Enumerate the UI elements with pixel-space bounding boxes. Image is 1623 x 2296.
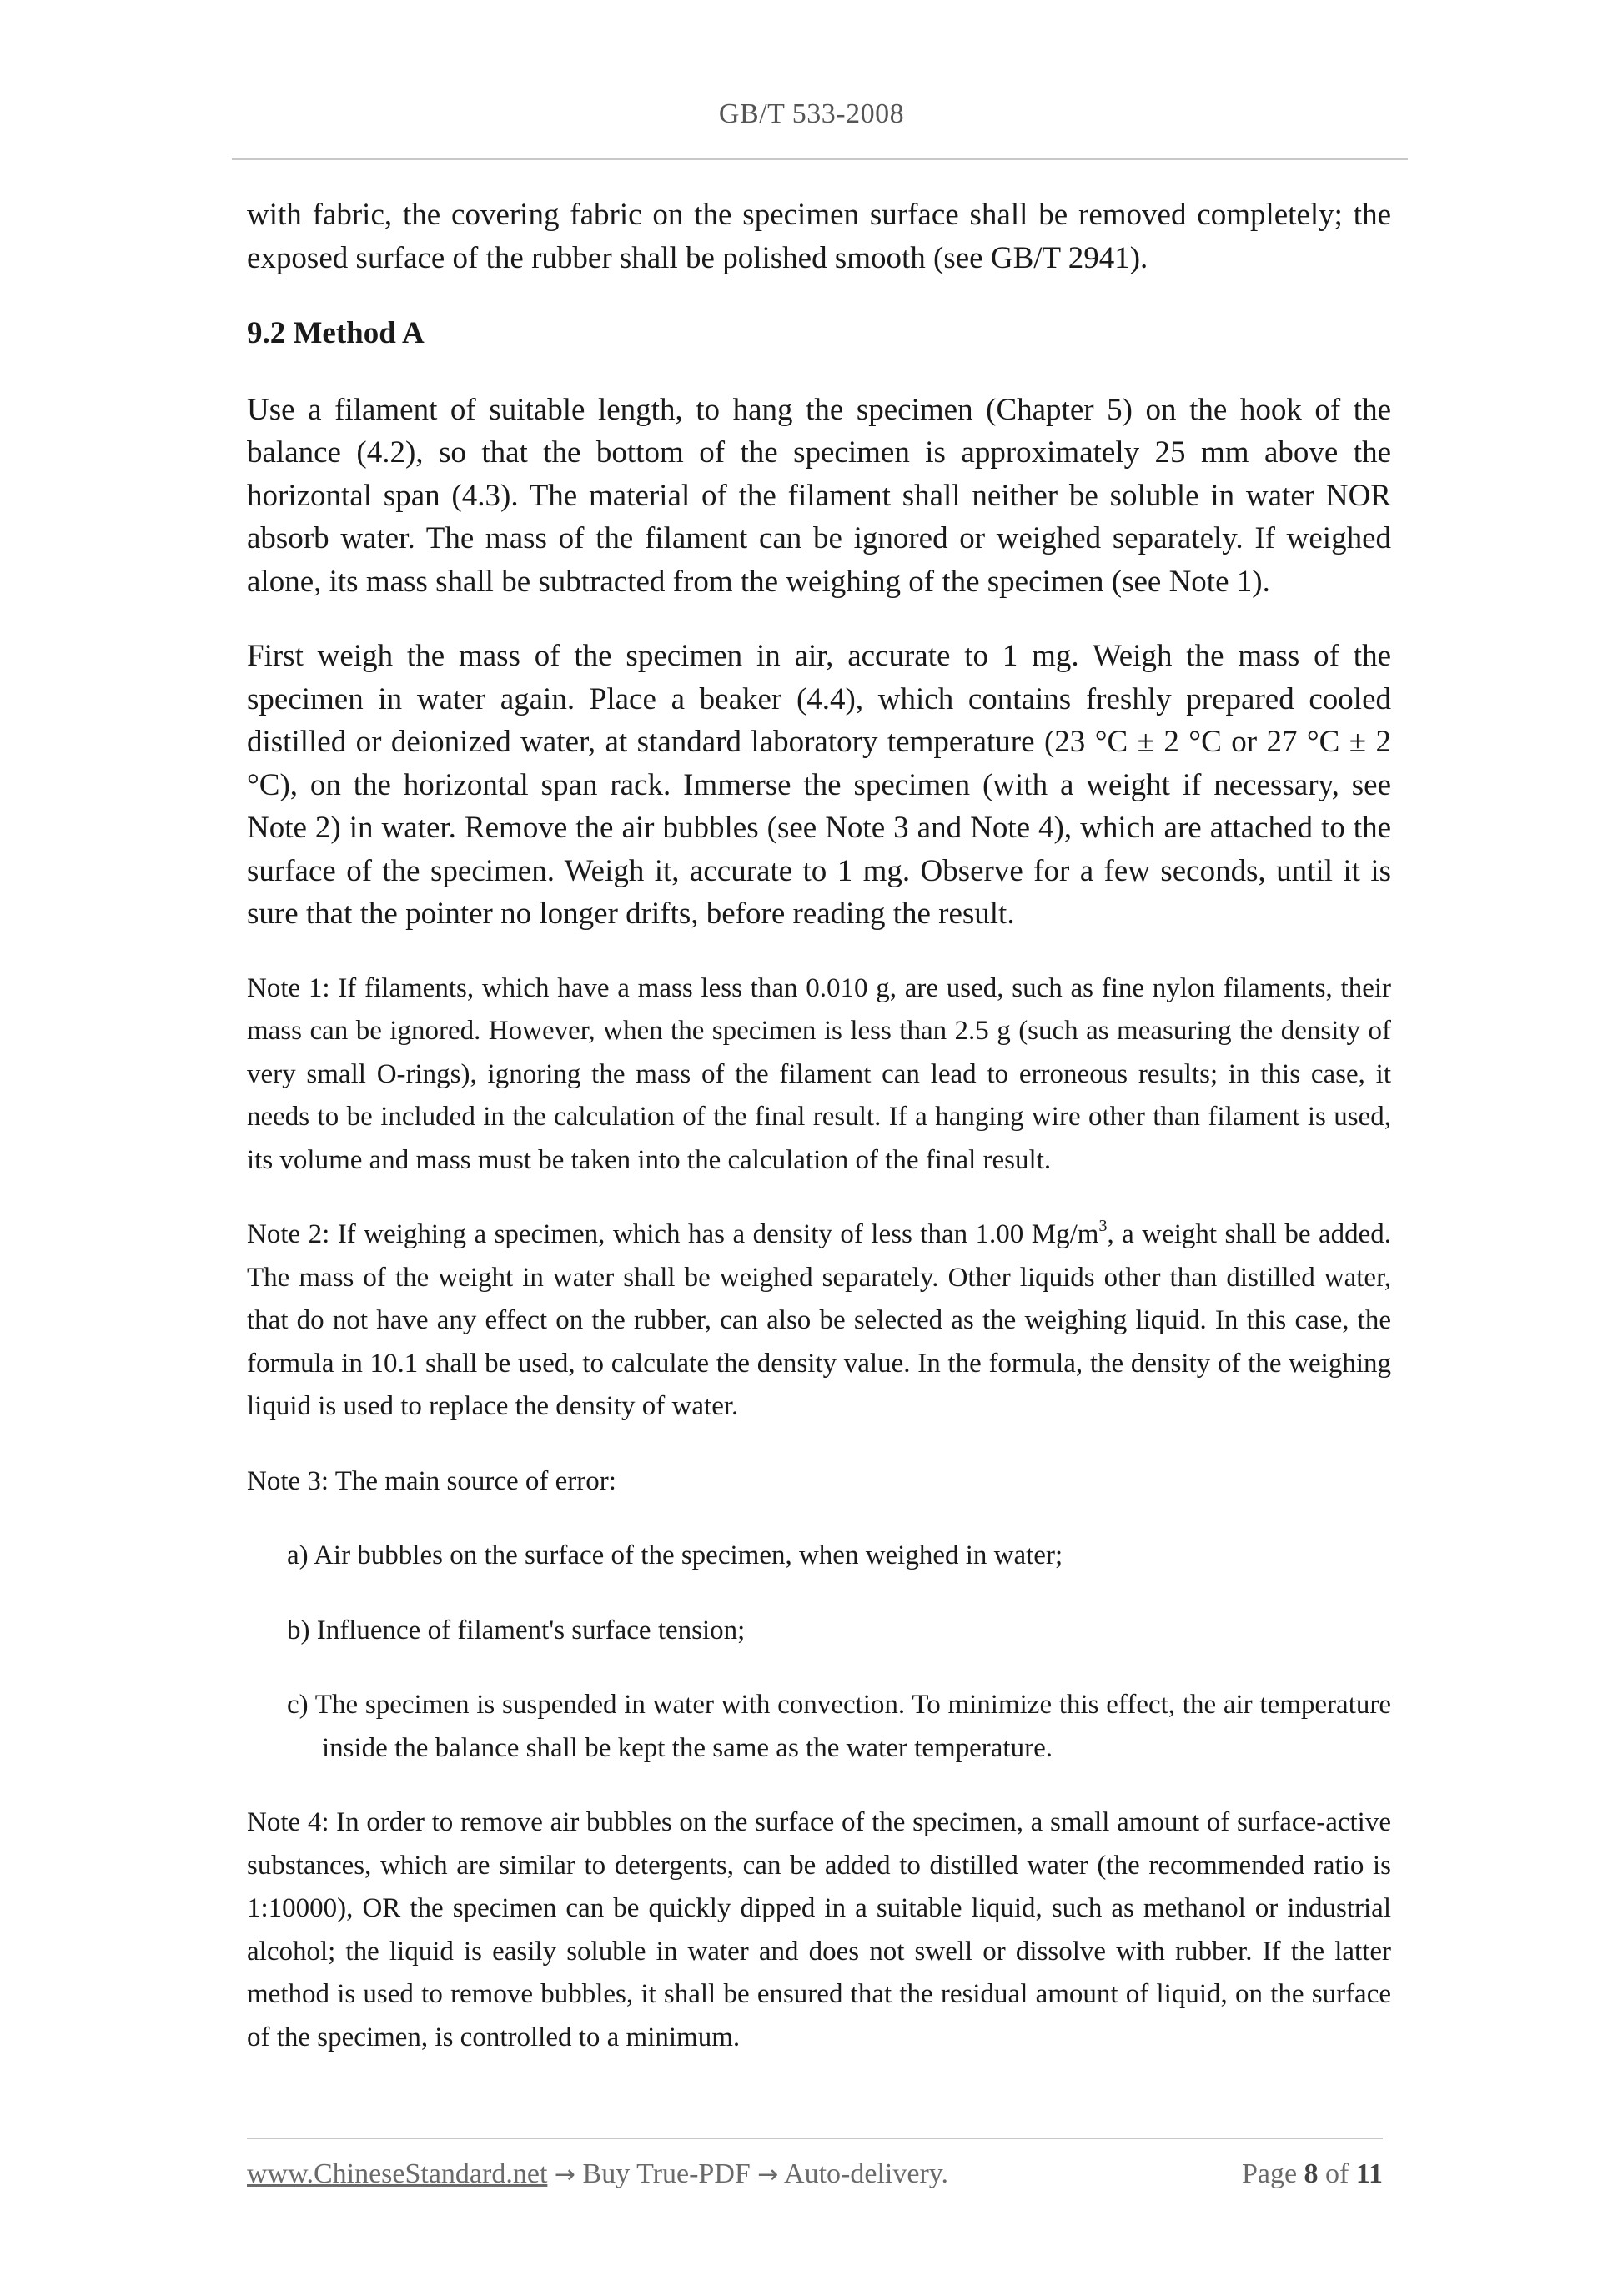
website-link[interactable]: www.ChineseStandard.net [247, 2158, 548, 2189]
buy-true-pdf-text: Buy True-PDF [582, 2158, 751, 2189]
method-paragraph-2: First weigh the mass of the specimen in air, accurate to 1 mg. Weigh the mass of the specimen in water again. Place a beaker (4.4), which contains freshly prepared cooled distilled or deionized water, at standard laboratory temperature (23 °C ± 2 °C or 27 °C ± 2 °C), on the horizontal span rack. Immerse the specimen (with a weight if necessary, see Note 2) in water. Remove the air bubbles (see Note 3 and Note 4), which are attached to the surface of the specimen. Weigh it, accurate to 1 mg. Observe for a few seconds, until it is sure that the pointer no longer drifts, before reading the result. [247, 639, 1391, 931]
page-number [1242, 2158, 1383, 2190]
note-3: Note 3: The main source of error: [247, 1465, 616, 1496]
page-header: GB/T 533-2008 [718, 98, 905, 129]
page-body [247, 193, 1391, 2059]
footer-divider [247, 2138, 1383, 2139]
footer-left [247, 2158, 948, 2190]
note-3-item-b-text: b) Influence of filament's surface tension; [287, 1615, 746, 1645]
arrow-right-icon: → [757, 2160, 779, 2189]
page-total: 11 [1355, 2158, 1383, 2189]
note-1: Note 1: If filaments, which have a mass less than 0.010 g, are used, such as fine nylon filaments, their mass can be ignored. However, when the specimen is less than 2.5 g (such as measuring the density of very small O-rings), ignoring the mass of the filament can lead to erroneous results; in this case, it needs to be included in the calculation of the final result. If a hanging wire other than filament is used, its volume and mass must be taken into the calculation of the final result. [247, 972, 1391, 1175]
note-2-superscript: 3 [1098, 1217, 1108, 1235]
note-3-item-b [247, 1610, 1391, 1653]
note-3-item-a-text: a) Air bubbles on the surface of the specimen, when weighed in water; [287, 1540, 1063, 1570]
page-footer [247, 2158, 1383, 2190]
note-4: Note 4: In order to remove air bubbles on the surface of the specimen, a small amount of surface-active substances, which are similar to detergents, can be added to distilled water (the recommended ratio is 1:10000), OR the specimen can be quickly dipped in a suitable liquid, such as methanol or industrial alcohol; the liquid is easily soluble in water and does not swell or dissolve with rubber. If the latter method is used to remove bubbles, it shall be ensured that the residual amount of liquid, on the surface of the specimen, is controlled to a minimum. [247, 1807, 1391, 2052]
page-current: 8 [1304, 2158, 1319, 2189]
page-of-label: of [1325, 2158, 1349, 2189]
arrow-right-icon: → [554, 2160, 576, 2189]
section-heading: 9.2 Method A [247, 316, 425, 350]
note-2 [247, 1213, 1391, 1429]
header-divider [232, 158, 1408, 160]
intro-paragraph: with fabric, the covering fabric on the specimen surface shall be removed completely; the exposed surface of the rubber shall be polished smooth (see GB/T 2941). [247, 198, 1391, 275]
page-label: Page [1241, 2158, 1298, 2189]
note-3-item-c-text: c) The specimen is suspended in water with convection. To minimize this effect, the air temperature inside the balance shall be kept the same as the water temperature. [287, 1690, 1391, 1763]
auto-delivery-text: Auto-delivery. [784, 2158, 949, 2189]
note-2-text-start: Note 2: If weighing a specimen, which has a density of less than 1.00 Mg/m [247, 1219, 1099, 1249]
method-paragraph-1: Use a filament of suitable length, to hang the specimen (Chapter 5) on the hook of the balance (4.2), so that the bottom of the specimen is approximately 25 mm above the horizontal span (4.3). The material of the filament shall neither be soluble in water NOR absorb water. The mass of the filament can be ignored or weighed separately. If weighed alone, its mass shall be subtracted from the weighing of the specimen (see Note 1). [247, 392, 1391, 599]
note-3-item-a [247, 1535, 1391, 1578]
note-3-item-c [247, 1684, 1391, 1770]
note-2-text-end: , a weight shall be added. The mass of the weight in water shall be weighed separately. Other liquids other than distilled water, that do not have any effect on the rubber, can also be selected as the weighing liquid. In this case, the formula in 10.1 shall be used, to calculate the density value. In the formula, the density of the weighing liquid is used to replace the density of water. [247, 1219, 1391, 1421]
